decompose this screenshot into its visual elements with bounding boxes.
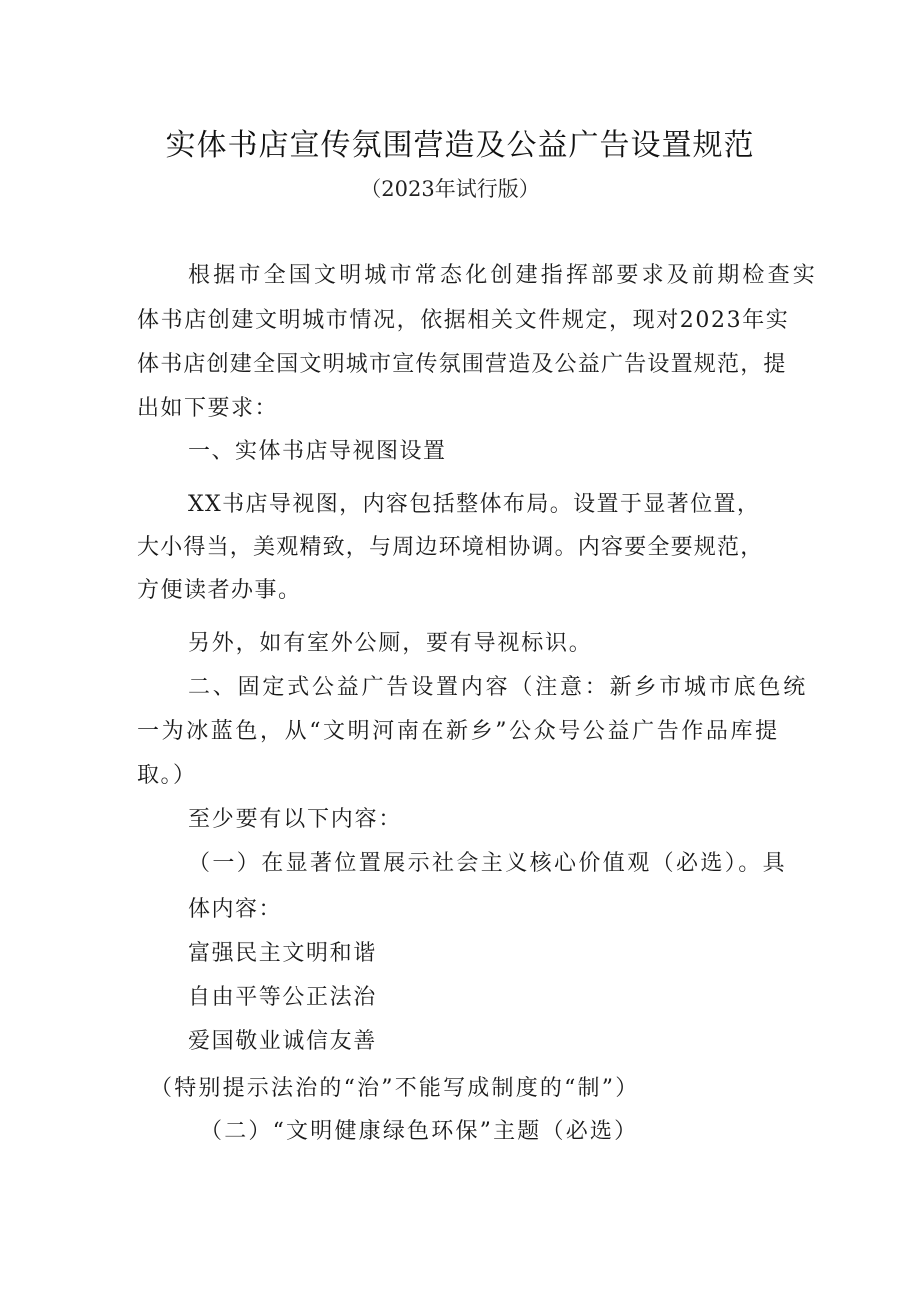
body-line-11: 一为冰蓝色，从“文明河南在新乡”公众号公益广告作品库提 xyxy=(137,719,780,744)
body-line-15: 体内容： xyxy=(188,897,283,922)
body-line-1: 根据市全国文明城市常态化创建指挥部要求及前期检查实 xyxy=(188,263,819,288)
body-line-6: XX书店导视图，内容包括整体布局。设置于显著位置， xyxy=(188,492,761,517)
core-values-line-2: 自由平等公正法治 xyxy=(188,985,377,1010)
core-values-line-1: 富强民主文明和谐 xyxy=(188,941,377,966)
body-line-12: 取。） xyxy=(137,763,197,788)
special-note: （特别提示法治的“治”不能写成制度的“制”） xyxy=(150,1076,640,1101)
body-line-7: 大小得当，美观精致，与周边环境相协调。内容要全要规范， xyxy=(137,535,764,560)
body-line-13: 至少要有以下内容： xyxy=(188,807,403,832)
body-line-4: 出如下要求： xyxy=(137,396,279,421)
subsection-heading-1: （一）在显著位置展示社会主义核心价值观（必选）。具 xyxy=(188,851,788,876)
document-subtitle: （2023年试行版） xyxy=(360,177,540,201)
document-title: 实体书店宣传氛围营造及公益广告设置规范 xyxy=(165,128,755,163)
body-line-9: 另外，如有室外公厕，要有导视标识。 xyxy=(188,631,593,656)
section-heading-2: 二、固定式公益广告设置内容（注意：新乡市城市底色统 xyxy=(188,675,809,700)
body-line-3: 体书店创建全国文明城市宣传氛围营造及公益广告设置规范，提 xyxy=(137,352,787,377)
section-heading-1: 一、实体书店导视图设置 xyxy=(188,439,447,464)
core-values-line-3: 爱国敬业诚信友善 xyxy=(188,1029,377,1054)
subsection-heading-2: （二）“文明健康绿色环保”主题（必选） xyxy=(200,1119,639,1144)
body-line-2: 体书店创建文明城市情况，依据相关文件规定，现对2023年实 xyxy=(137,308,790,333)
body-line-8: 方便读者办事。 xyxy=(137,578,302,603)
